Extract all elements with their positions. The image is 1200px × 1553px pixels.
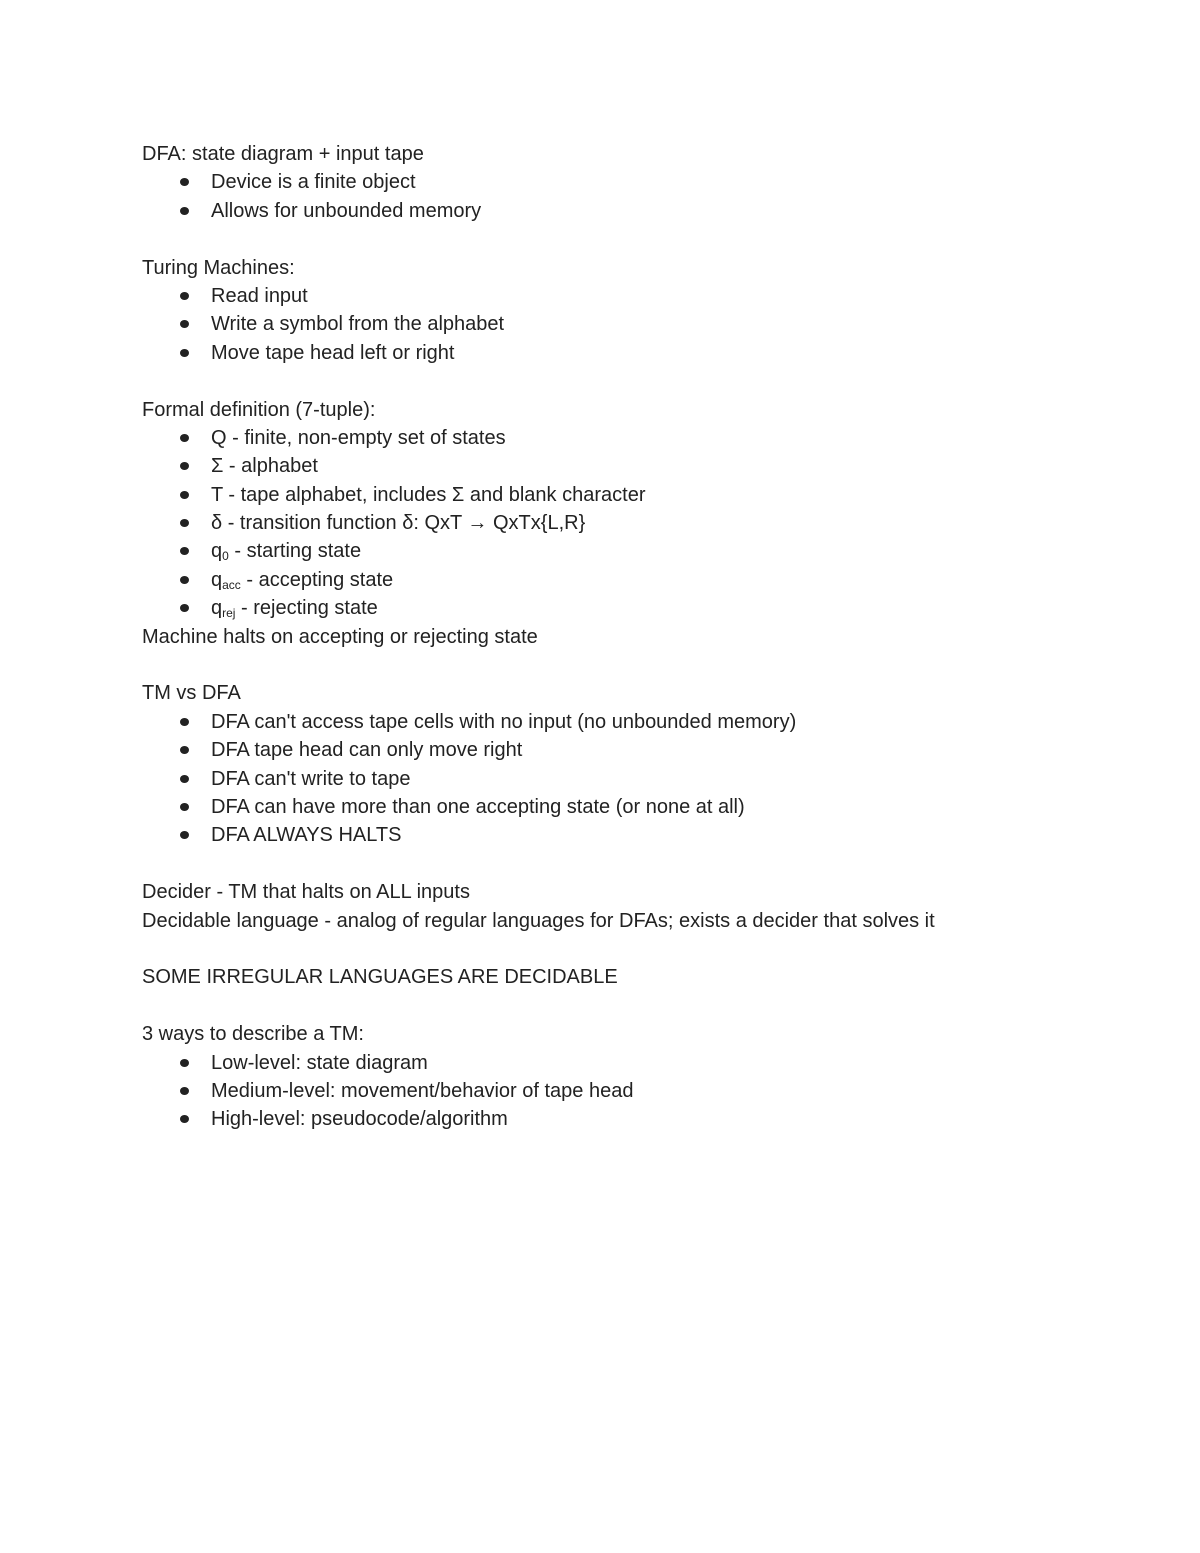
list-item: DFA can't write to tape bbox=[142, 765, 1142, 793]
tmvsdfa-heading: TM vs DFA bbox=[142, 682, 241, 705]
bullet-icon bbox=[180, 349, 189, 357]
list-item: Low-level: state diagram bbox=[142, 1049, 1142, 1077]
decider-line: Decider - TM that halts on ALL inputs bbox=[142, 881, 470, 904]
subscript: 0 bbox=[222, 549, 229, 564]
list-item: Write a symbol from the alphabet bbox=[142, 310, 1142, 338]
list-item: Allows for unbounded memory bbox=[142, 197, 1142, 225]
bullet-icon bbox=[180, 320, 189, 328]
tmvsdfa-list bbox=[142, 708, 1142, 850]
list-item: $q_0$ - starting state bbox=[142, 537, 1142, 565]
bullet-icon bbox=[180, 746, 189, 754]
describe-heading: 3 ways to describe a TM: bbox=[142, 1023, 364, 1046]
bullet-icon bbox=[180, 1115, 189, 1123]
bullet-icon bbox=[180, 718, 189, 726]
bullet-icon bbox=[180, 576, 189, 584]
list-item: T - tape alphabet, includes Σ and blank character bbox=[142, 481, 1142, 509]
bullet-icon bbox=[180, 604, 189, 612]
list-item: DFA can have more than one accepting state (or none at all) bbox=[142, 793, 1142, 821]
notes-content bbox=[142, 140, 1142, 1134]
bullet-icon bbox=[180, 207, 189, 215]
turing-heading: Turing Machines: bbox=[142, 256, 295, 279]
bullet-icon bbox=[180, 178, 189, 186]
bullet-icon bbox=[180, 547, 189, 555]
dfa-heading: DFA: state diagram + input tape bbox=[142, 143, 424, 165]
subscript: rej bbox=[222, 606, 236, 621]
bullet-icon bbox=[180, 292, 189, 300]
list-item: DFA tape head can only move right bbox=[142, 736, 1142, 764]
bullet-icon bbox=[180, 1059, 189, 1067]
list-item: Q - finite, non-empty set of states bbox=[142, 424, 1142, 452]
list-item: $q_{acc}$ - accepting state bbox=[142, 566, 1142, 594]
bullet-icon bbox=[180, 803, 189, 811]
bullet-icon bbox=[180, 462, 189, 470]
list-item: High-level: pseudocode/algorithm bbox=[142, 1105, 1142, 1133]
irregular-line: SOME IRREGULAR LANGUAGES ARE DECIDABLE bbox=[142, 966, 618, 989]
turing-list bbox=[142, 282, 1142, 367]
bullet-icon bbox=[180, 434, 189, 442]
bullet-icon bbox=[180, 1087, 189, 1095]
formal-heading: Formal definition (7-tuple): bbox=[142, 398, 376, 421]
bullet-icon bbox=[180, 491, 189, 499]
describe-list bbox=[142, 1049, 1142, 1134]
list-item: Move tape head left or right bbox=[142, 339, 1142, 367]
bullet-icon bbox=[180, 831, 189, 839]
list-item: DFA can't access tape cells with no input (no unbounded memory) bbox=[142, 708, 1142, 736]
decidable-language-line: Decidable language - analog of regular languages for DFAs; exists a decider that solves it bbox=[142, 909, 935, 932]
subscript: acc bbox=[222, 577, 241, 592]
list-item: Device is a finite object bbox=[142, 168, 1142, 196]
list-item: Read input bbox=[142, 282, 1142, 310]
dfa-list bbox=[142, 168, 1142, 225]
formal-list bbox=[142, 424, 1142, 623]
list-item: Σ - alphabet bbox=[142, 452, 1142, 480]
formal-footer: Machine halts on accepting or rejecting state bbox=[142, 625, 538, 648]
bullet-icon bbox=[180, 775, 189, 783]
list-item: δ - transition function δ: QxT → QxTx{L,R} bbox=[142, 509, 1142, 537]
bullet-icon bbox=[180, 519, 189, 527]
list-item: Medium-level: movement/behavior of tape head bbox=[142, 1077, 1142, 1105]
list-item: $q_{rej}$ - rejecting state bbox=[142, 594, 1142, 622]
list-item: DFA ALWAYS HALTS bbox=[142, 821, 1142, 849]
